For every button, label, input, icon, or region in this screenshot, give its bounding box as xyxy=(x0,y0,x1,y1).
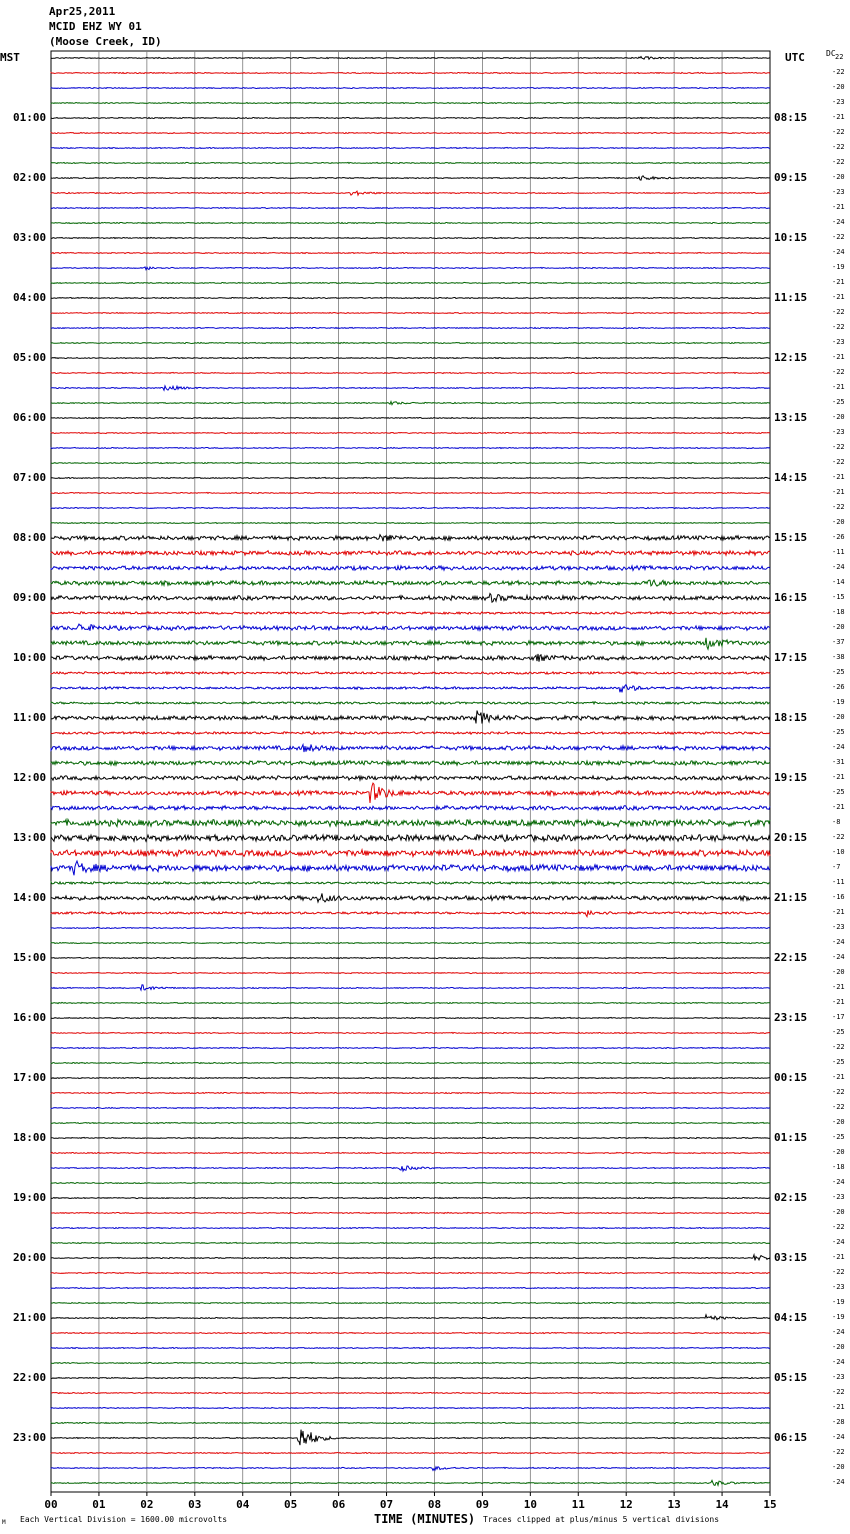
seismic-trace xyxy=(51,761,770,766)
right-timezone-label: UTC xyxy=(785,51,805,64)
seismic-trace xyxy=(51,985,770,990)
utc-hour-label: 16:15 xyxy=(774,591,808,604)
seismic-trace xyxy=(51,1017,770,1018)
dc-offset-label: -19 xyxy=(832,1298,845,1306)
seismic-trace xyxy=(51,1430,770,1446)
seismic-trace xyxy=(51,820,770,827)
dc-offset-label: -24 xyxy=(832,1358,845,1366)
dc-offset-label: -22 xyxy=(832,503,845,511)
dc-offset-label: -25 xyxy=(832,1058,845,1066)
dc-offset-label: -21 xyxy=(832,353,845,361)
seismic-trace xyxy=(51,267,770,270)
dc-offset-label: -21 xyxy=(832,113,845,121)
seismic-trace xyxy=(51,1288,770,1289)
seismic-trace xyxy=(51,745,770,753)
mst-hour-label: 23:00 xyxy=(13,1431,47,1444)
dc-offset-label: -24 xyxy=(832,218,845,226)
seismic-trace xyxy=(51,1272,770,1273)
dc-offset-label: -22 xyxy=(832,833,845,841)
dc-offset-label: -21 xyxy=(832,293,845,301)
dc-offset-label: -22 xyxy=(832,128,845,136)
seismic-trace xyxy=(51,732,770,735)
seismic-trace xyxy=(51,208,770,209)
seismic-trace xyxy=(51,672,770,675)
dc-offset-label: -20 xyxy=(832,968,845,976)
dc-offset-label: -24 xyxy=(832,743,845,751)
utc-hour-label: 10:15 xyxy=(774,231,808,244)
dc-offset-label: -20 xyxy=(832,1118,845,1126)
x-tick-label: 09 xyxy=(475,1498,490,1511)
seismic-trace xyxy=(51,418,770,419)
dc-offset-label: -22 xyxy=(832,1388,845,1396)
dc-offset-label: -11 xyxy=(832,548,845,556)
seismic-trace xyxy=(51,1002,770,1003)
mst-hour-label: 01:00 xyxy=(13,111,47,124)
seismic-trace xyxy=(51,1107,770,1108)
dc-offset-label: -21 xyxy=(832,383,845,391)
x-tick-label: 02 xyxy=(140,1498,154,1511)
x-tick-label: 12 xyxy=(619,1498,633,1511)
x-tick-label: 11 xyxy=(571,1498,585,1511)
mst-hour-label: 21:00 xyxy=(13,1311,47,1324)
mst-hour-label: 22:00 xyxy=(13,1371,47,1384)
dc-offset-label: -18 xyxy=(832,1163,845,1171)
dc-offset-label: -24 xyxy=(832,248,845,256)
utc-hour-label: 15:15 xyxy=(774,531,808,544)
utc-hour-label: 21:15 xyxy=(774,891,808,904)
seismic-trace xyxy=(51,1122,770,1123)
dc-offset-label: -21 xyxy=(832,473,845,481)
dc-offset-label: -11 xyxy=(832,878,845,886)
dc-offset-label: -19 xyxy=(832,698,845,706)
dc-offset-label: -20 xyxy=(832,173,845,181)
dc-offset-label: -25 xyxy=(832,668,845,676)
seismic-trace xyxy=(51,176,770,180)
seismic-trace xyxy=(51,1137,770,1138)
seismic-trace xyxy=(51,1362,770,1363)
mst-hour-label: 16:00 xyxy=(13,1011,47,1024)
seismic-trace xyxy=(51,132,770,133)
dc-offset-label: -21 xyxy=(832,1403,845,1411)
seismic-trace xyxy=(51,88,770,89)
dc-offset-label: -21 xyxy=(832,803,845,811)
header-location: (Moose Creek, ID) xyxy=(49,35,162,48)
dc-offset-label: 22 xyxy=(835,53,844,61)
mst-hour-label: 09:00 xyxy=(13,591,47,604)
seismic-trace xyxy=(51,1183,770,1184)
dc-offset-label: -23 xyxy=(832,1193,845,1201)
dc-offset-label: -19 xyxy=(832,263,845,271)
seismic-trace xyxy=(51,1032,770,1033)
dc-offset-label: -15 xyxy=(832,593,845,601)
mst-hour-label: 06:00 xyxy=(13,411,47,424)
seismic-trace xyxy=(51,972,770,973)
dc-offset-label: -22 xyxy=(832,158,845,166)
seismic-trace xyxy=(51,432,770,433)
seismic-trace xyxy=(51,402,770,405)
utc-hour-label: 00:15 xyxy=(774,1071,808,1084)
utc-hour-label: 02:15 xyxy=(774,1191,808,1204)
dc-offset-label: -24 xyxy=(832,1238,845,1246)
seismic-trace xyxy=(51,342,770,343)
seismic-trace xyxy=(51,711,770,724)
scale-note: Each Vertical Division = 1600.00 microvolts xyxy=(20,1515,228,1524)
mst-hour-label: 18:00 xyxy=(13,1131,47,1144)
seismic-trace xyxy=(51,566,770,571)
seismic-trace xyxy=(51,313,770,314)
dc-offset-label: -21 xyxy=(832,1073,845,1081)
dc-offset-label: -21 xyxy=(832,908,845,916)
dc-offset-label: -22 xyxy=(832,323,845,331)
dc-offset-label: -22 xyxy=(832,1268,845,1276)
seismic-trace xyxy=(51,477,770,478)
dc-offset-label: -28 xyxy=(832,1418,845,1426)
dc-offset-label: -26 xyxy=(832,533,845,541)
utc-hour-label: 14:15 xyxy=(774,471,808,484)
utc-hour-label: 22:15 xyxy=(774,951,808,964)
seismic-trace xyxy=(51,1377,770,1378)
seismic-trace xyxy=(51,1347,770,1348)
x-tick-label: 00 xyxy=(44,1498,58,1511)
seismic-trace xyxy=(51,327,770,328)
mst-hour-label: 19:00 xyxy=(13,1191,47,1204)
seismic-trace xyxy=(51,927,770,928)
dc-offset-label: -37 xyxy=(832,638,845,646)
mst-hour-label: 08:00 xyxy=(13,531,47,544)
seismic-trace xyxy=(51,1197,770,1198)
mst-hour-label: 12:00 xyxy=(13,771,47,784)
seismic-trace xyxy=(51,624,770,631)
seismic-trace xyxy=(51,523,770,524)
seismic-trace xyxy=(51,1242,770,1243)
seismic-trace xyxy=(51,1422,770,1423)
dc-offset-label: -22 xyxy=(832,1223,845,1231)
dc-header-label: DC xyxy=(826,49,836,58)
utc-hour-label: 18:15 xyxy=(774,711,808,724)
dc-offset-label: -22 xyxy=(832,68,845,76)
seismic-trace xyxy=(51,1393,770,1394)
dc-offset-label: -23 xyxy=(832,1373,845,1381)
seismic-trace xyxy=(51,1408,770,1409)
seismic-trace xyxy=(51,1092,770,1093)
mst-hour-label: 05:00 xyxy=(13,351,47,364)
seismic-trace xyxy=(51,594,770,603)
seismic-trace xyxy=(51,783,770,803)
seismic-trace xyxy=(51,72,770,73)
dc-offset-label: -14 xyxy=(832,578,845,586)
seismic-trace xyxy=(51,551,770,556)
x-tick-label: 13 xyxy=(667,1498,681,1511)
seismic-trace xyxy=(51,535,770,542)
seismic-trace xyxy=(51,147,770,148)
dc-offset-label: -23 xyxy=(832,338,845,346)
dc-offset-label: -22 xyxy=(832,368,845,376)
mst-hour-label: 13:00 xyxy=(13,831,47,844)
dc-offset-label: -18 xyxy=(832,608,845,616)
seismic-trace xyxy=(51,1302,770,1303)
seismic-trace xyxy=(51,1452,770,1453)
seismic-trace xyxy=(51,297,770,298)
dc-offset-label: -19 xyxy=(832,1313,845,1321)
x-tick-label: 15 xyxy=(763,1498,777,1511)
dc-offset-label: -22 xyxy=(832,233,845,241)
x-tick-label: 01 xyxy=(92,1498,106,1511)
utc-hour-label: 01:15 xyxy=(774,1131,808,1144)
clip-note: Traces clipped at plus/minus 5 vertical divisions xyxy=(483,1515,720,1524)
dc-offset-label: -21 xyxy=(832,773,845,781)
dc-offset-label: -22 xyxy=(832,1448,845,1456)
dc-offset-label: -21 xyxy=(832,278,845,286)
dc-offset-label: -23 xyxy=(832,1283,845,1291)
dc-offset-label: -20 xyxy=(832,623,845,631)
seismic-trace xyxy=(51,893,770,902)
dc-offset-label: -20 xyxy=(832,1208,845,1216)
dc-offset-label: -23 xyxy=(832,188,845,196)
mst-hour-label: 03:00 xyxy=(13,231,47,244)
mst-hour-label: 14:00 xyxy=(13,891,47,904)
dc-offset-label: -10 xyxy=(832,848,845,856)
dc-offset-label: -7 xyxy=(832,863,841,871)
dc-offset-label: -22 xyxy=(832,143,845,151)
dc-offset-label: -21 xyxy=(832,983,845,991)
seismic-trace xyxy=(51,580,770,586)
seismic-trace xyxy=(51,1227,770,1228)
seismic-trace xyxy=(51,1480,770,1485)
seismic-trace xyxy=(51,57,770,60)
seismic-trace xyxy=(51,1047,770,1048)
x-tick-label: 08 xyxy=(427,1498,442,1511)
utc-hour-label: 23:15 xyxy=(774,1011,808,1024)
dc-offset-label: -20 xyxy=(832,1463,845,1471)
utc-hour-label: 09:15 xyxy=(774,171,808,184)
utc-hour-label: 05:15 xyxy=(774,1371,808,1384)
x-tick-label: 07 xyxy=(379,1498,394,1511)
utc-hour-label: 11:15 xyxy=(774,291,808,304)
dc-offset-label: -24 xyxy=(832,1433,845,1441)
seismic-trace xyxy=(51,882,770,884)
mst-hour-label: 17:00 xyxy=(13,1071,47,1084)
dc-offset-label: -25 xyxy=(832,1028,845,1036)
utc-hour-label: 06:15 xyxy=(774,1431,808,1444)
mst-hour-label: 02:00 xyxy=(13,171,47,184)
dc-offset-label: -23 xyxy=(832,428,845,436)
dc-offset-label: -24 xyxy=(832,938,845,946)
seismic-trace xyxy=(51,117,770,118)
seismic-trace xyxy=(51,1062,770,1063)
dc-offset-label: -22 xyxy=(832,443,845,451)
seismic-trace xyxy=(51,1255,770,1261)
seismic-trace xyxy=(51,806,770,811)
mst-hour-label: 11:00 xyxy=(13,711,47,724)
dc-offset-label: -22 xyxy=(832,308,845,316)
mst-hour-label: 07:00 xyxy=(13,471,47,484)
header-date: Apr25,2011 xyxy=(49,5,116,18)
seismic-trace xyxy=(51,191,770,195)
dc-offset-label: -24 xyxy=(832,1328,845,1336)
x-axis-title: TIME (MINUTES) xyxy=(374,1512,476,1526)
dc-offset-label: -21 xyxy=(832,998,845,1006)
dc-offset-label: -20 xyxy=(832,413,845,421)
seismic-trace xyxy=(51,1332,770,1333)
seismic-trace xyxy=(51,1315,770,1320)
dc-offset-label: -23 xyxy=(832,98,845,106)
seismic-trace xyxy=(51,462,770,463)
dc-offset-label: -22 xyxy=(832,1088,845,1096)
seismic-trace xyxy=(51,942,770,943)
left-timezone-label: MST xyxy=(0,51,20,64)
seismic-trace xyxy=(51,372,770,373)
dc-offset-label: -25 xyxy=(832,1133,845,1141)
dc-offset-label: -21 xyxy=(832,203,845,211)
dc-offset-label: -24 xyxy=(832,1178,845,1186)
mst-hour-label: 04:00 xyxy=(13,291,47,304)
corner-mark: M xyxy=(2,1519,6,1526)
x-tick-label: 05 xyxy=(284,1498,298,1511)
dc-offset-label: -20 xyxy=(832,713,845,721)
seismic-trace xyxy=(51,654,770,662)
dc-offset-label: -20 xyxy=(832,518,845,526)
header-station: MCID EHZ WY 01 xyxy=(49,20,142,33)
dc-offset-label: -26 xyxy=(832,683,845,691)
seismic-trace xyxy=(51,492,770,493)
seismic-trace xyxy=(51,1078,770,1079)
dc-offset-label: -8 xyxy=(832,818,841,826)
seismic-trace xyxy=(51,1467,770,1471)
dc-offset-label: -24 xyxy=(832,1478,845,1486)
seismic-trace xyxy=(51,685,770,693)
mst-hour-label: 10:00 xyxy=(13,651,47,664)
dc-offset-label: -20 xyxy=(832,1343,845,1351)
dc-offset-label: -22 xyxy=(832,458,845,466)
seismic-trace xyxy=(51,910,770,916)
dc-offset-label: -22 xyxy=(832,1043,845,1051)
utc-hour-label: 19:15 xyxy=(774,771,808,784)
dc-offset-label: -16 xyxy=(832,893,845,901)
seismic-trace xyxy=(51,835,770,842)
utc-hour-label: 17:15 xyxy=(774,651,808,664)
seismic-trace xyxy=(51,776,770,781)
seismic-trace xyxy=(51,861,770,875)
dc-offset-label: -20 xyxy=(832,1148,845,1156)
dc-offset-label: -21 xyxy=(832,488,845,496)
seismic-trace xyxy=(51,222,770,223)
utc-hour-label: 12:15 xyxy=(774,351,808,364)
seismic-trace xyxy=(51,1152,770,1153)
dc-offset-label: -21 xyxy=(832,1253,845,1261)
x-tick-label: 14 xyxy=(715,1498,729,1511)
seismic-trace xyxy=(51,447,770,448)
seismic-trace xyxy=(51,357,770,358)
seismic-trace xyxy=(51,702,770,705)
utc-hour-label: 13:15 xyxy=(774,411,808,424)
utc-hour-label: 08:15 xyxy=(774,111,808,124)
dc-offset-label: -31 xyxy=(832,758,845,766)
plot-frame xyxy=(51,51,770,1492)
seismic-trace xyxy=(51,850,770,857)
seismic-trace xyxy=(51,282,770,283)
dc-offset-label: -17 xyxy=(832,1013,845,1021)
seismic-trace xyxy=(51,386,770,390)
dc-offset-label: -22 xyxy=(832,1103,845,1111)
x-tick-label: 06 xyxy=(331,1498,346,1511)
x-tick-label: 10 xyxy=(523,1498,537,1511)
dc-offset-label: -25 xyxy=(832,788,845,796)
seismic-trace xyxy=(51,237,770,238)
seismic-trace xyxy=(51,1212,770,1213)
seismic-trace xyxy=(51,1166,770,1171)
seismic-trace xyxy=(51,638,770,649)
utc-hour-label: 04:15 xyxy=(774,1311,808,1324)
utc-hour-label: 03:15 xyxy=(774,1251,808,1264)
dc-offset-label: -23 xyxy=(832,923,845,931)
utc-hour-label: 20:15 xyxy=(774,831,808,844)
seismic-trace xyxy=(51,162,770,163)
x-tick-label: 03 xyxy=(188,1498,202,1511)
dc-offset-label: -24 xyxy=(832,953,845,961)
seismic-trace xyxy=(51,507,770,508)
dc-offset-label: -24 xyxy=(832,563,845,571)
x-tick-label: 04 xyxy=(236,1498,250,1511)
dc-offset-label: -20 xyxy=(832,83,845,91)
mst-hour-label: 15:00 xyxy=(13,951,47,964)
seismic-trace xyxy=(51,102,770,103)
dc-offset-label: -38 xyxy=(832,653,845,661)
seismic-trace xyxy=(51,612,770,614)
dc-offset-label: -25 xyxy=(832,398,845,406)
seismic-trace xyxy=(51,958,770,959)
seismic-trace xyxy=(51,252,770,253)
dc-offset-label: -25 xyxy=(832,728,845,736)
mst-hour-label: 20:00 xyxy=(13,1251,47,1264)
